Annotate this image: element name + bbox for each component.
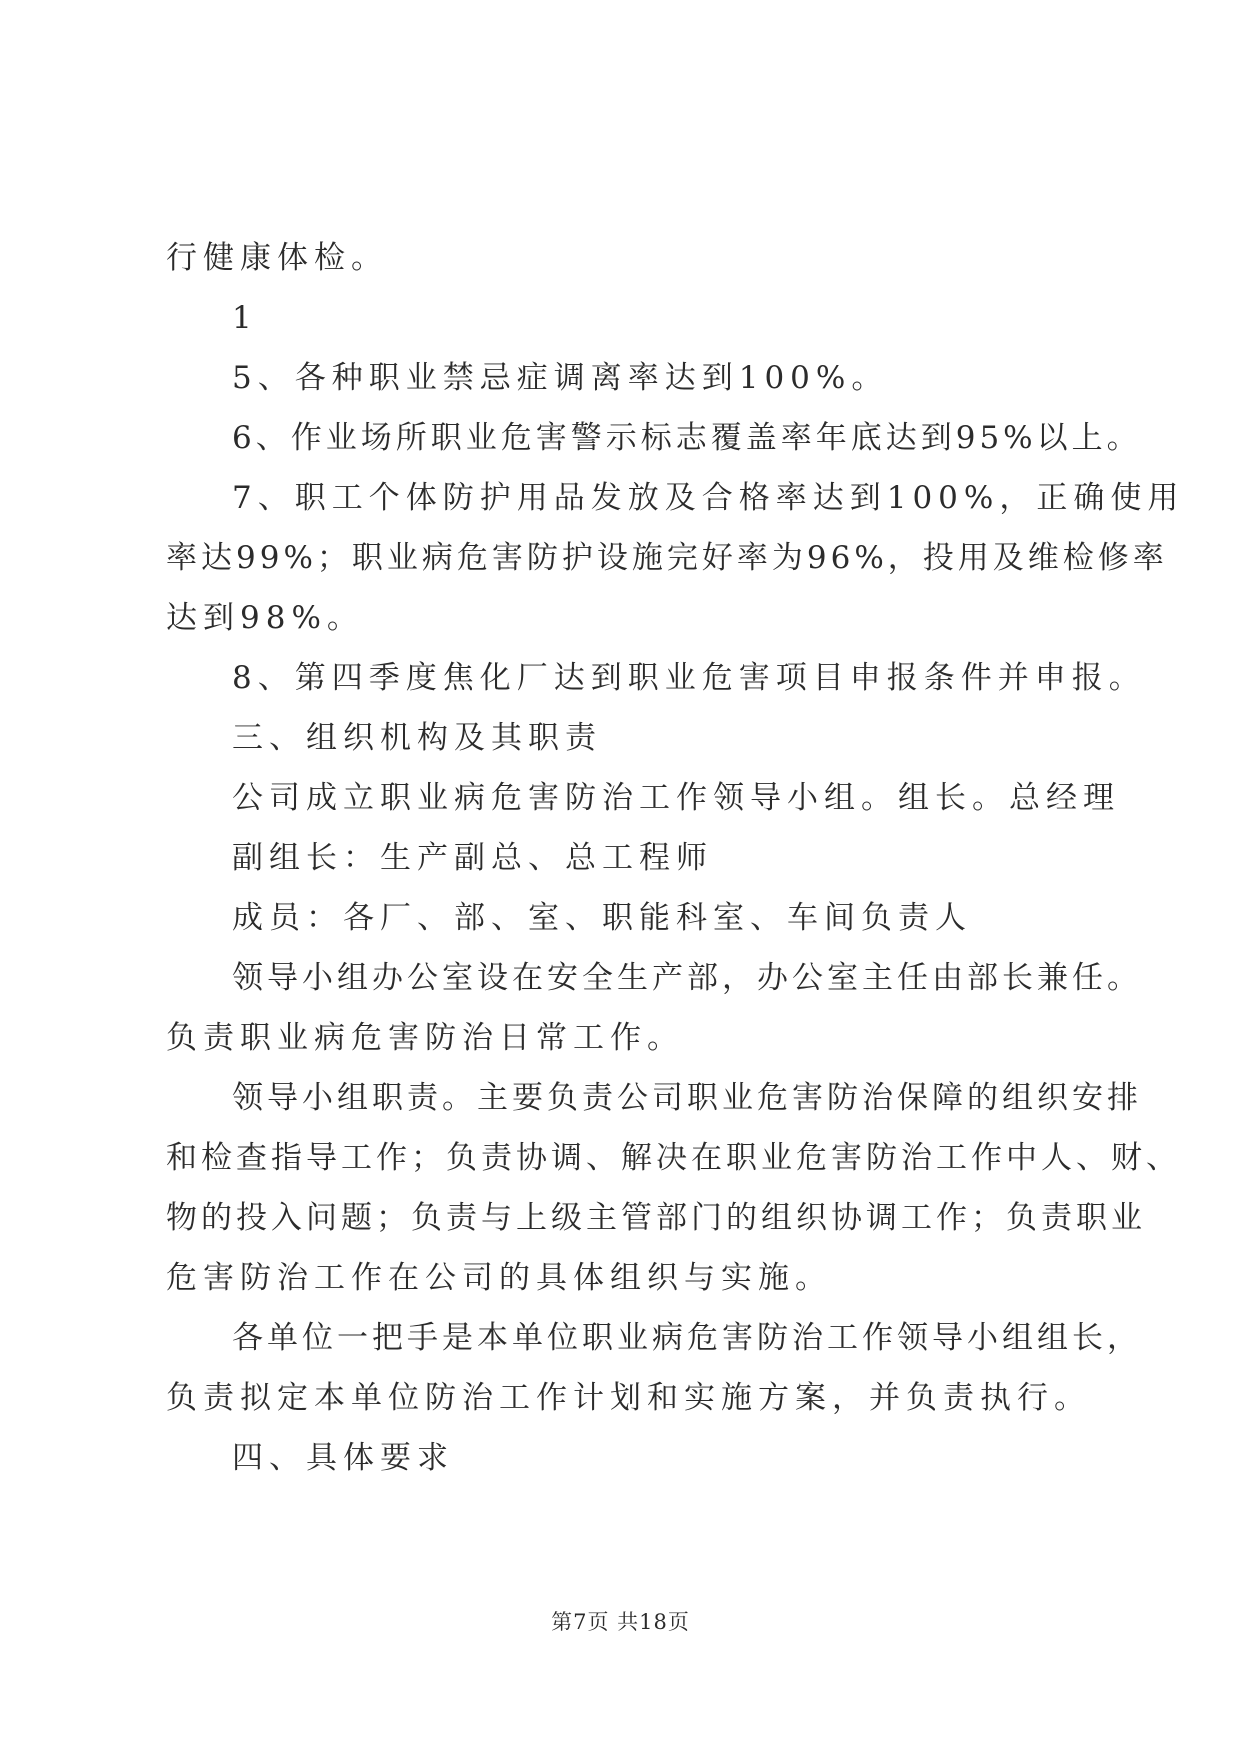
page-number-marker: 1 [232,300,258,336]
text-line: 公司成立职业病危害防治工作领导小组。组长。总经理 [232,780,1120,816]
text-line: 负责拟定本单位防治工作计划和实施方案，并负责执行。 [166,1380,1091,1416]
text-line: 和检查指导工作；负责协调、解决在职业危害防治工作中人、财、 [166,1140,1181,1176]
text-line: 领导小组职责。主要负责公司职业危害防治保障的组织安排 [232,1080,1142,1116]
text-line: 物的投入问题；负责与上级主管部门的组织协调工作；负责职业 [166,1200,1146,1236]
text-line: 各单位一把手是本单位职业病危害防治工作领导小组组长， [232,1320,1142,1356]
section-heading: 三、组织机构及其职责 [232,720,602,756]
body-text [166,228,1185,1488]
text-line: 领导小组办公室设在安全生产部，办公室主任由部长兼任。 [232,960,1142,996]
text-line: 8、第四季度焦化厂达到职业危害项目申报条件并申报。 [232,660,1146,696]
text-line: 达到98%。 [166,600,364,636]
text-line: 6、作业场所职业危害警示标志覆盖率年底达到95%以上。 [232,420,1142,456]
text-line: 负责职业病危害防治日常工作。 [166,1020,684,1056]
text-line: 成员：各厂、部、室、职能科室、车间负责人 [232,900,972,936]
text-line: 副组长：生产副总、总工程师 [232,840,713,876]
text-line: 7、职工个体防护用品发放及合格率达到100%，正确使用 [232,480,1185,516]
page-footer: 第7页 共18页 [551,1610,690,1634]
text-line: 5、各种职业禁忌症调离率达到100%。 [232,360,889,396]
text-line: 率达99%；职业病危害防护设施完好率为96%，投用及维检修率 [166,540,1168,576]
text-line: 危害防治工作在公司的具体组织与实施。 [166,1260,832,1296]
text-line: 行健康体检。 [166,240,388,276]
section-heading: 四、具体要求 [232,1440,454,1476]
